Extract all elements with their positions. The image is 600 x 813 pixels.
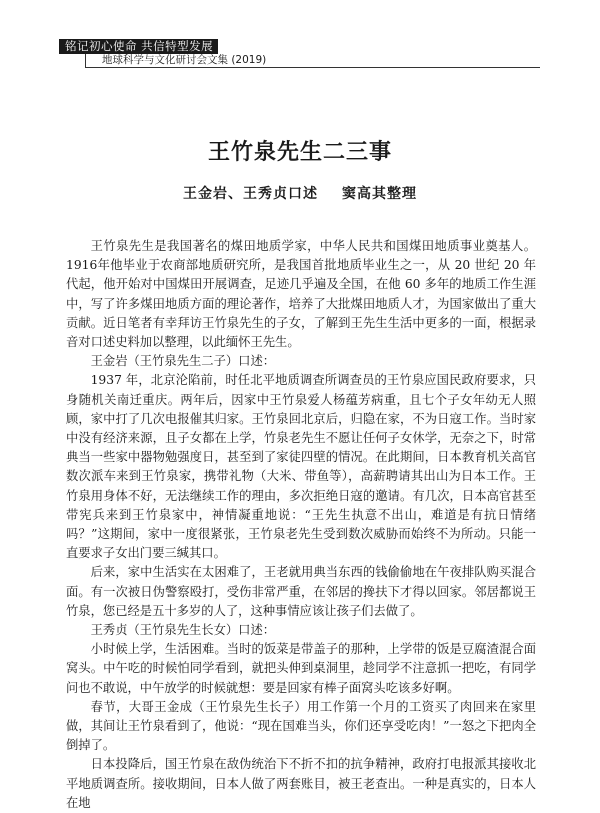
paragraph: 春节，大哥王金成（王竹泉先生长子）用工作第一个月的工资买了肉回来在家里做，其间让王竹泉看到了，他说：“现在国难当头，你们还享受吃肉！”一怒之下把肉全倒掉了。 [66,699,536,753]
header-rule [85,67,540,68]
series-tag: 铭记初心使命 共信特型发展 [59,39,218,54]
article-body [66,237,536,813]
speaker-heading: 王金岩（王竹泉先生二子）口述： [90,354,276,369]
paragraph: 日本投降后，国王竹泉在敌伪统治下不折不扣的抗争精神，政府打电报派其接收北平地质调查所。接收期间，日本人做了两套账目，被王老查出。一种是真实的，日本人在地 [66,757,536,810]
byline [0,183,600,203]
paragraph: 小时候上学，生活困难。当时的饭菜是带盖子的那种，上学带的饭是豆腐渣混合面窝头。中午吃的时候怕同学看到，就把头伸到桌洞里，趁同学不注意抓一把吃，有同学问也不敢说，中午放学的时候就想：要是回家有棒子面窝头吃该多好啊。 [66,642,536,695]
paragraph: 1937 年，北京沦陷前，时任北平地质调查所调查员的王竹泉应国民政府要求，只身随机关南迁重庆。两年后，因家中王竹泉爱人杨蕴芳病重，且七个子女年幼无人照顾，家中打了几次电报催其归家。王竹泉回北京后，归隐在家，不为日寇工作。当时家中没有经济来源，且子女都在上学，竹泉老先生不愿让任何子女休学，无奈之下，时常典当一些家中器物勉强度日，甚至到了家徒四壁的情况。在此期间，日本教育机关高官数次派车来到王竹泉家，携带礼物（大米、带鱼等），高薪聘请其出山为日本工作。王竹泉用身体不好，无法继续工作的理由，多次拒绝日寇的邀请。有几次，日本高官甚至带宪兵来到王竹泉家中，神情凝重地说：“王先生执意不出山，难道是有抗日情绪吗？”这期间，家中一度很紧张，王竹泉老先生受到数次威胁而始终不为所动。只能一直要求子女出门要三缄其口。 [66,373,536,561]
byline-authors: 王金岩、王秀贞口述 [183,186,318,202]
book-title: 地球科学与文化研讨会文集 (2019) [102,54,267,66]
article-title: 王竹泉先生二三事 [207,140,392,165]
paragraph: 王竹泉先生是我国著名的煤田地质学家，中华人民共和国煤田地质事业奠基人。1916年他毕业于农商部地质研究所，是我国首批地质毕业生之一，从 20 世纪 20 年代起，他开始对中国煤田开展调查，足迹几乎遍及全国，在他 60 多年的地质工作生涯中，写了许多煤田地质方面的理论著作，培养了大批煤田地质人才，为国家做出了重大贡献。近日笔者有幸拜访王竹泉先生的子女，了解到王先生生活中更多的一面，根据录音对口述史料加以整理，以此缅怀王先生。 [66,239,536,350]
speaker-heading: 王秀贞（王竹泉先生长女）口述： [90,623,276,638]
paragraph: 后来，家中生活实在太困难了，王老就用典当东西的钱偷偷地在午夜排队购买混合面。有一次被日伪警察殴打，受伤非常严重，在邻居的搀扶下才得以回家。邻居都说王竹泉，您已经是五十多岁的人了，这种事情应该让孩子们去做了。 [66,565,536,618]
byline-editor: 窦高其整理 [342,186,417,202]
header-divider-tick [85,54,86,68]
